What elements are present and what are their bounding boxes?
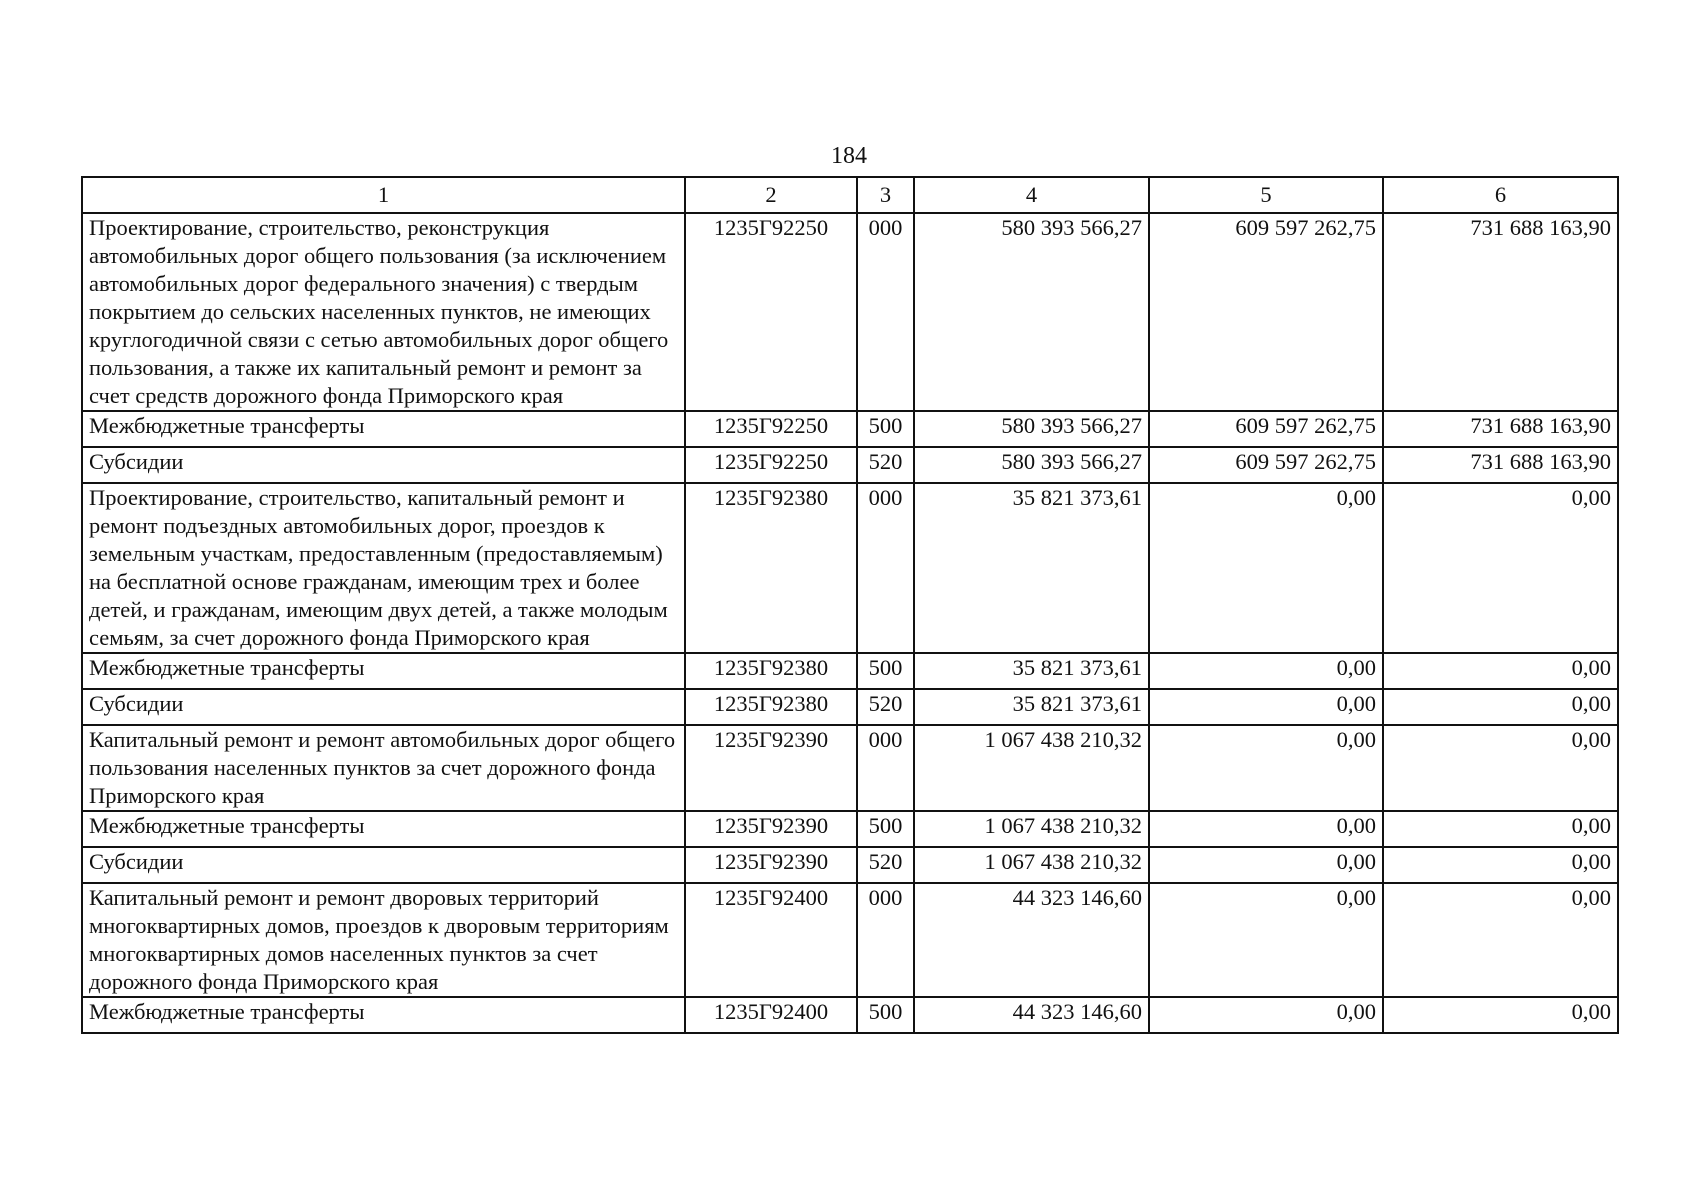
row-value-col5: 609 597 262,75: [1149, 213, 1383, 411]
row-code: 1235Г92380: [685, 689, 857, 725]
row-name: Межбюджетные трансферты: [82, 653, 685, 689]
row-value-col5: 0,00: [1149, 653, 1383, 689]
row-value-col5: 609 597 262,75: [1149, 411, 1383, 447]
row-kvr: 000: [857, 725, 914, 811]
row-value-col6: 0,00: [1383, 883, 1618, 997]
column-header: 2: [685, 177, 857, 213]
column-header: 4: [914, 177, 1149, 213]
row-name: Проектирование, строительство, реконструкция автомобильных дорог общего пользования (за исключением автомобильных дорог федерального значения) с твердым покрытием до сельских населенных пунктов, не имеющих круглогодичной связи с сетью автомобильных дорог общего пользования, а также их капитальный ремонт и ремонт за счет средств дорожного фонда Приморского края: [82, 213, 685, 411]
row-value-col5: 0,00: [1149, 883, 1383, 997]
row-value-col4: 580 393 566,27: [914, 447, 1149, 483]
row-value-col6: 0,00: [1383, 997, 1618, 1033]
row-value-col6: 731 688 163,90: [1383, 411, 1618, 447]
row-value-col4: 1 067 438 210,32: [914, 847, 1149, 883]
row-value-col6: 731 688 163,90: [1383, 447, 1618, 483]
row-code: 1235Г92250: [685, 447, 857, 483]
row-name: Капитальный ремонт и ремонт дворовых территорий многоквартирных домов, проездов к дворовым территориям многоквартирных домов населенных пунктов за счет дорожного фонда Приморского края: [82, 883, 685, 997]
row-value-col4: 35 821 373,61: [914, 653, 1149, 689]
row-value-col5: 609 597 262,75: [1149, 447, 1383, 483]
column-header: 3: [857, 177, 914, 213]
row-value-col4: 1 067 438 210,32: [914, 725, 1149, 811]
column-header: 5: [1149, 177, 1383, 213]
row-name: Субсидии: [82, 847, 685, 883]
row-value-col5: 0,00: [1149, 811, 1383, 847]
table-row: [82, 883, 1618, 997]
budget-table: [81, 176, 1619, 1034]
row-value-col5: 0,00: [1149, 997, 1383, 1033]
row-value-col6: 0,00: [1383, 811, 1618, 847]
table-row: [82, 653, 1618, 689]
row-kvr: 500: [857, 811, 914, 847]
row-code: 1235Г92390: [685, 725, 857, 811]
row-value-col4: 580 393 566,27: [914, 411, 1149, 447]
column-header: 1: [82, 177, 685, 213]
row-kvr: 500: [857, 653, 914, 689]
row-name: Субсидии: [82, 689, 685, 725]
row-value-col5: 0,00: [1149, 847, 1383, 883]
row-code: 1235Г92400: [685, 883, 857, 997]
table-row: [82, 483, 1618, 653]
table-row: [82, 847, 1618, 883]
page-number: 184: [831, 143, 867, 169]
row-value-col4: 44 323 146,60: [914, 997, 1149, 1033]
row-kvr: 520: [857, 447, 914, 483]
row-value-col5: 0,00: [1149, 725, 1383, 811]
row-name: Субсидии: [82, 447, 685, 483]
table-row: [82, 689, 1618, 725]
row-name: Межбюджетные трансферты: [82, 411, 685, 447]
row-value-col6: 0,00: [1383, 725, 1618, 811]
row-code: 1235Г92250: [685, 213, 857, 411]
row-name: Межбюджетные трансферты: [82, 997, 685, 1033]
row-kvr: 000: [857, 483, 914, 653]
row-value-col5: 0,00: [1149, 689, 1383, 725]
row-kvr: 520: [857, 689, 914, 725]
row-code: 1235Г92390: [685, 811, 857, 847]
table-row: [82, 411, 1618, 447]
table-row: [82, 811, 1618, 847]
row-value-col6: 0,00: [1383, 847, 1618, 883]
row-kvr: 000: [857, 883, 914, 997]
row-value-col4: 580 393 566,27: [914, 213, 1149, 411]
table-row: [82, 997, 1618, 1033]
row-name: Межбюджетные трансферты: [82, 811, 685, 847]
row-value-col5: 0,00: [1149, 483, 1383, 653]
column-header: 6: [1383, 177, 1618, 213]
row-value-col4: 1 067 438 210,32: [914, 811, 1149, 847]
row-value-col4: 44 323 146,60: [914, 883, 1149, 997]
row-value-col6: 0,00: [1383, 689, 1618, 725]
table-row: [82, 725, 1618, 811]
row-kvr: 500: [857, 997, 914, 1033]
row-kvr: 000: [857, 213, 914, 411]
row-value-col6: 0,00: [1383, 483, 1618, 653]
header-row: [82, 177, 1618, 213]
row-name: Проектирование, строительство, капитальный ремонт и ремонт подъездных автомобильных дорог, проездов к земельным участкам, предоставленным (предоставляемым) на бесплатной основе гражданам, имеющим трех и более детей, и гражданам, имеющим двух детей, а также молодым семьям, за счет дорожного фонда Приморского края: [82, 483, 685, 653]
row-value-col6: 0,00: [1383, 653, 1618, 689]
row-name: Капитальный ремонт и ремонт автомобильных дорог общего пользования населенных пунктов за счет дорожного фонда Приморского края: [82, 725, 685, 811]
row-code: 1235Г92400: [685, 997, 857, 1033]
row-code: 1235Г92380: [685, 653, 857, 689]
row-kvr: 520: [857, 847, 914, 883]
row-kvr: 500: [857, 411, 914, 447]
row-code: 1235Г92390: [685, 847, 857, 883]
table-row: [82, 213, 1618, 411]
row-value-col4: 35 821 373,61: [914, 483, 1149, 653]
table-row: [82, 447, 1618, 483]
row-code: 1235Г92250: [685, 411, 857, 447]
row-code: 1235Г92380: [685, 483, 857, 653]
row-value-col4: 35 821 373,61: [914, 689, 1149, 725]
row-value-col6: 731 688 163,90: [1383, 213, 1618, 411]
